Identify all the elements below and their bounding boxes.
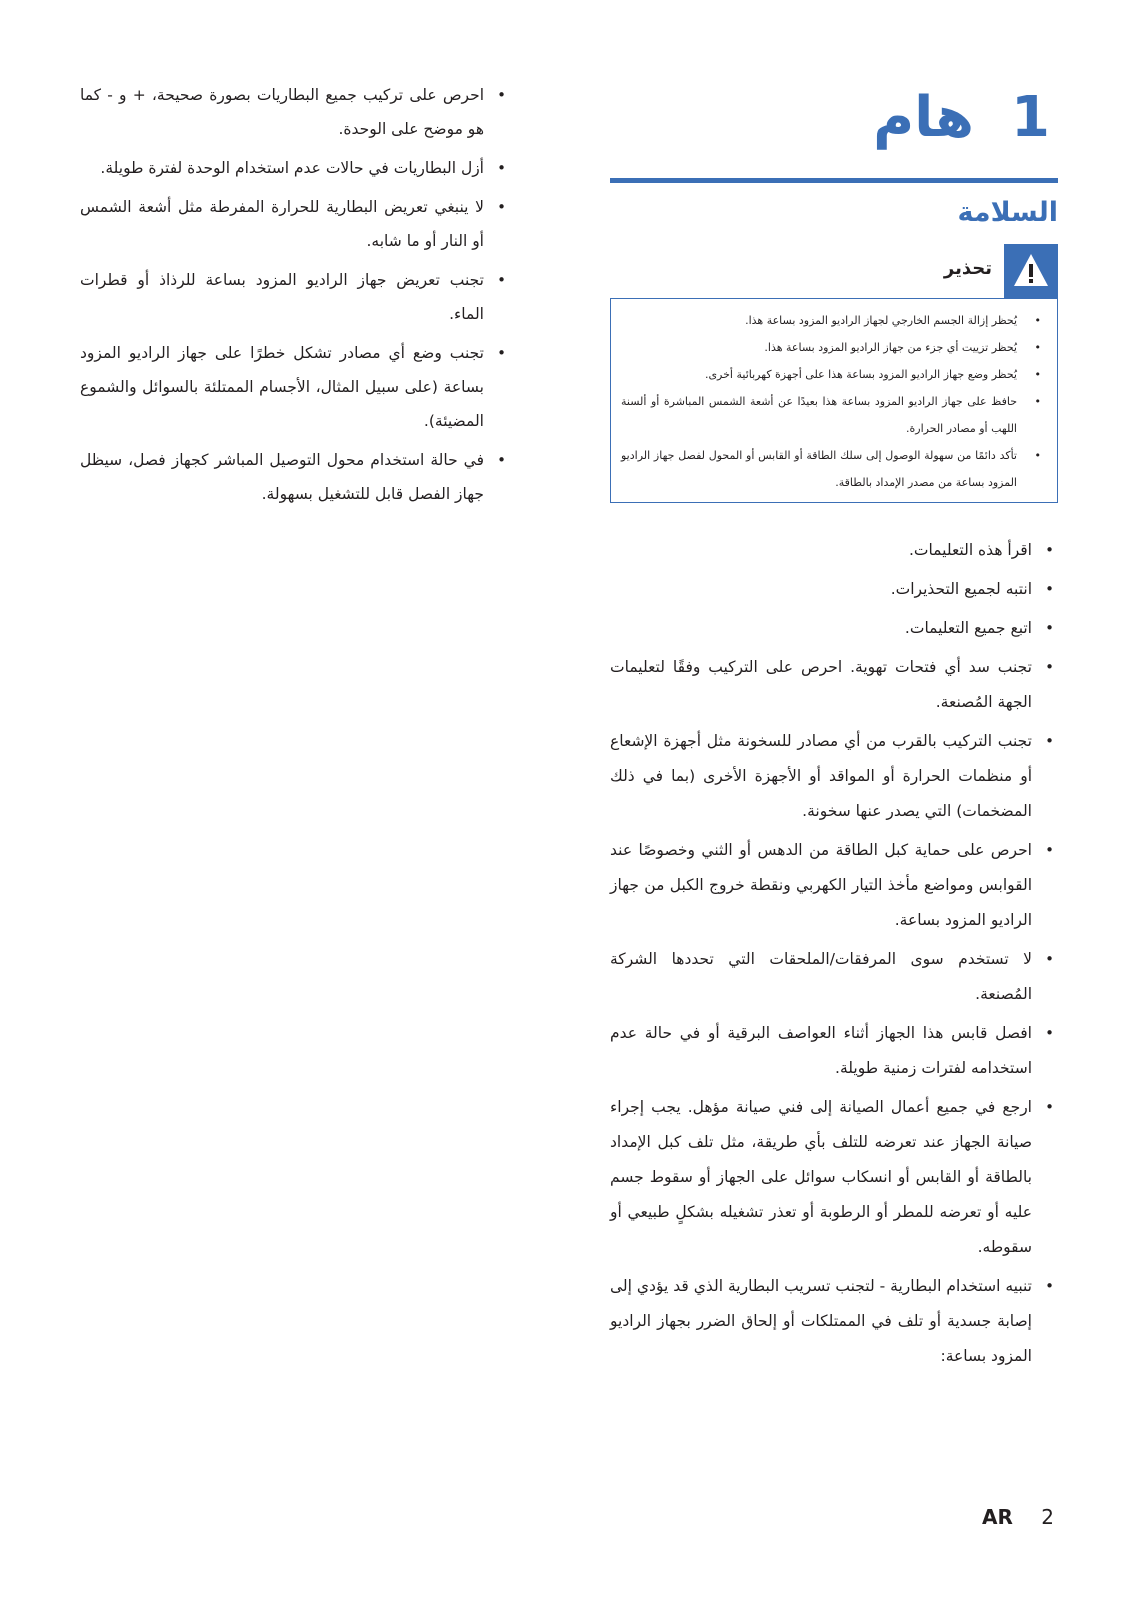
chapter-heading xyxy=(610,86,1058,178)
safety-item: • تجنب تعريض جهاز الراديو المزود بساعة للرذاذ أو قطرات الماء. xyxy=(80,263,510,331)
language-code: AR xyxy=(982,1505,1013,1529)
warning-icon xyxy=(1004,244,1058,298)
warning-label: تحذير xyxy=(943,258,992,279)
warning-item: • يُحظر وضع جهاز الراديو المزود بساعة هذا على أجهزة كهربائية أخرى. xyxy=(621,361,1047,388)
safety-item: • ارجع في جميع أعمال الصيانة إلى فني صيانة مؤهل. يجب إجراء صيانة الجهاز عند تعرضه للتلف بأي طريقة، مثل تلف كبل الإمداد بالطاقة أو القابس أو انسكاب سوائل على الجهاز أو سقوط جسم عليه أو تعرضه للمطر أو الرطوبة أو تعذر تشغيله بشكلٍ طبيعي أو سقوطه. xyxy=(610,1090,1058,1265)
warning-item: • حافظ على جهاز الراديو المزود بساعة هذا بعيدًا عن أشعة الشمس المباشرة أو ألسنة اللهب أو مصادر الحرارة. xyxy=(621,388,1047,442)
battery-item: • لا ينبغي تعريض البطارية للحرارة المفرطة مثل أشعة الشمس أو النار أو ما شابه. xyxy=(80,190,510,258)
battery-item: • احرص على تركيب جميع البطاريات بصورة صحيحة، + و - كما هو موضح على الوحدة. xyxy=(80,78,510,146)
chapter-title: هام xyxy=(873,85,974,150)
heading-rule xyxy=(610,178,1058,183)
chapter-number: 1 xyxy=(1011,85,1050,150)
safety-item: • احرص على حماية كبل الطاقة من الدهس أو الثني وخصوصًا عند القوابس ومواضع مأخذ التيار الكهربي ونقطة خروج الكبل من جهاز الراديو المزود بساعة. xyxy=(610,833,1058,938)
safety-item: • اتبع جميع التعليمات. xyxy=(610,611,1058,646)
safety-item: • تنبيه استخدام البطارية - لتجنب تسريب البطارية الذي قد يؤدي إلى إصابة جسدية أو تلف في الممتلكات أو إلحاق الضرر بجهاز الراديو المزود بساعة: xyxy=(610,1269,1058,1374)
safety-item: • في حالة استخدام محول التوصيل المباشر كجهاز فصل، سيظل جهاز الفصل قابل للتشغيل بسهولة. xyxy=(80,443,510,511)
safety-item: • تجنب سد أي فتحات تهوية. احرص على التركيب وفقًا لتعليمات الجهة المُصنعة. xyxy=(610,650,1058,720)
safety-item: • افصل قابس هذا الجهاز أثناء العواصف البرقية أو في حالة عدم استخدامه لفترات زمنية طويلة. xyxy=(610,1016,1058,1086)
battery-item: • أزل البطاريات في حالات عدم استخدام الوحدة لفترة طويلة. xyxy=(80,151,510,185)
safety-item: • تجنب وضع أي مصادر تشكل خطرًا على جهاز الراديو المزود بساعة (على سبيل المثال، الأجسام الممتلئة بالسوائل والشموع المضيئة). xyxy=(80,336,510,438)
safety-list-right xyxy=(610,533,1058,1374)
warning-item: • تأكد دائمًا من سهولة الوصول إلى سلك الطاقة أو القابس أو المحول لفصل جهاز الراديو المزود بساعة من مصدر الإمداد بالطاقة. xyxy=(621,442,1047,496)
section-title: السلامة xyxy=(957,197,1058,228)
right-column xyxy=(610,86,1058,1378)
warning-item: • يُحظر تزييت أي جزء من جهاز الراديو المزود بساعة هذا. xyxy=(621,334,1047,361)
left-column xyxy=(80,78,510,516)
safety-item: • اقرأ هذه التعليمات. xyxy=(610,533,1058,568)
safety-item: • لا تستخدم سوى المرفقات/الملحقات التي تحددها الشركة المُصنعة. xyxy=(610,942,1058,1012)
safety-item: • تجنب التركيب بالقرب من أي مصادر للسخونة مثل أجهزة الإشعاع أو منظمات الحرارة أو المواقد أو الأجهزة الأخرى (بما في ذلك المضخمات) التي يصدر عنها سخونة. xyxy=(610,724,1058,829)
warning-item: • يُحظر إزالة الجسم الخارجي لجهاز الراديو المزود بساعة هذا. xyxy=(621,307,1047,334)
warning-box xyxy=(610,298,1058,503)
page-number: 2 xyxy=(1041,1505,1054,1529)
page-footer xyxy=(982,1505,1054,1529)
warning-header xyxy=(610,244,1058,298)
safety-list-left xyxy=(80,78,510,511)
safety-item: • انتبه لجميع التحذيرات. xyxy=(610,572,1058,607)
